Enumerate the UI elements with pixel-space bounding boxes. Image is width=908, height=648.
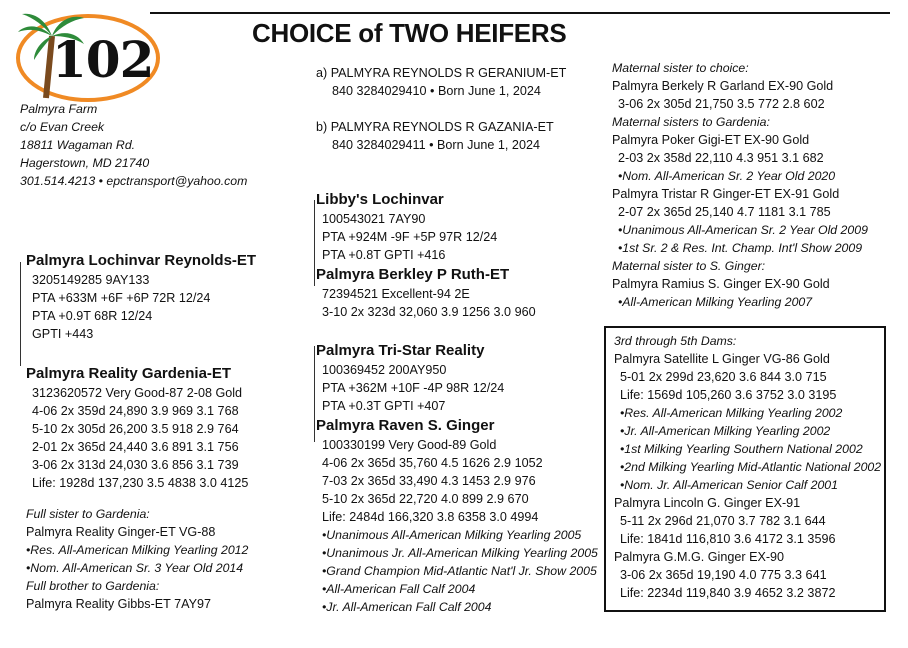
family-label: Maternal sister to S. Ginger: [612, 259, 766, 273]
box-record: 3-06 2x 365d 19,190 4.0 775 3.3 641 [620, 568, 827, 582]
box-dam-name: Palmyra G.M.G. Ginger EX-90 [614, 550, 785, 564]
family-member: Palmyra Reality Gibbs-ET 7AY97 [26, 597, 212, 611]
sire-line: PTA +0.9T 68R 12/24 [32, 309, 153, 323]
dam-dam-line: 100330199 Very Good-89 Gold [322, 438, 497, 452]
family-award: •Nom. All-American Sr. 3 Year Old 2014 [26, 561, 244, 575]
family-label: Full brother to Gardenia: [26, 579, 160, 593]
family-award: •Unanimous All-American Sr. 2 Year Old 2009 [618, 223, 868, 237]
box-award: •Res. All-American Milking Yearling 2002 [620, 406, 843, 420]
deep-dams-box [604, 326, 886, 612]
dam-dam-record: 5-10 2x 365d 22,720 4.0 899 2.9 670 [322, 492, 529, 506]
dam-record: 5-10 2x 305d 26,200 3.5 918 2.9 764 [32, 422, 239, 436]
sire-dam-name: Palmyra Berkley P Ruth-ET [316, 266, 510, 283]
dam-dam-block [316, 416, 598, 616]
dam-sire-block [316, 341, 504, 415]
dam-sire-line: PTA +362M +10F -4P 98R 12/24 [322, 381, 505, 395]
box-lifetime: Life: 1841d 116,810 3.6 4172 3.1 3596 [620, 532, 836, 546]
box-record: 5-11 2x 296d 21,070 3.7 782 3.1 644 [620, 514, 826, 528]
consignor-contact: 301.514.4213 • epctransport@yahoo.com [20, 174, 248, 188]
family-member: Palmyra Poker Gigi-ET EX-90 Gold [612, 133, 810, 147]
sire-sire-bracket-line [314, 200, 315, 286]
choice-list [316, 64, 566, 154]
consignor-line: c/o Evan Creek [20, 120, 105, 134]
consignor-line: Hagerstown, MD 21740 [20, 156, 150, 170]
box-dam-name: Palmyra Satellite L Ginger VG-86 Gold [614, 352, 830, 366]
box-award: •Jr. All-American Milking Yearling 2002 [620, 424, 831, 438]
sire-line: GPTI +443 [32, 327, 94, 341]
sire-sire-line: 100543021 7AY90 [322, 212, 426, 226]
lot-logo [12, 6, 162, 104]
dam-record: 2-01 2x 365d 24,440 3.6 891 3.1 756 [32, 440, 239, 454]
family-member: Palmyra Tristar R Ginger-ET EX-91 Gold [612, 187, 840, 201]
family-label: Full sister to Gardenia: [26, 507, 150, 521]
dam-sire-bracket-line [314, 346, 315, 442]
dam-dam-name: Palmyra Raven S. Ginger [316, 417, 495, 434]
dam-block [26, 364, 248, 492]
dam-record: 4-06 2x 359d 24,890 3.9 969 3.1 768 [32, 404, 239, 418]
dam-dam-lifetime: Life: 2484d 166,320 3.8 6358 3.0 4994 [322, 510, 539, 524]
sire-sire-line: PTA +924M -9F +5P 97R 12/24 [322, 230, 498, 244]
dam-name: Palmyra Reality Gardenia-ET [26, 365, 232, 382]
sire-bracket-line [20, 262, 21, 366]
page-title: CHOICE of TWO HEIFERS [252, 18, 567, 48]
family-label: Maternal sister to choice: [612, 61, 749, 75]
dam-sire-line: PTA +0.3T GPTI +407 [322, 399, 446, 413]
sire-dam-record: 3-10 2x 323d 32,060 3.9 1256 3.0 960 [322, 305, 536, 319]
sire-line: PTA +633M +6F +6P 72R 12/24 [32, 291, 211, 305]
dam-dam-award: •Unanimous Jr. All-American Milking Yearling 2005 [322, 546, 598, 560]
header-rule [150, 12, 890, 14]
lot-number: 102 [52, 30, 154, 89]
choice-a-name: a) PALMYRA REYNOLDS R GERANIUM-ET [316, 66, 567, 80]
dam-dam-record: 4-06 2x 365d 35,760 4.5 1626 2.9 1052 [322, 456, 543, 470]
family-award: •Nom. All-American Sr. 2 Year Old 2020 [618, 169, 836, 183]
dam-dam-award: •Unanimous All-American Milking Yearling 2005 [322, 528, 582, 542]
sire-name: Palmyra Lochinvar Reynolds-ET [26, 252, 257, 269]
dam-lifetime: Life: 1928d 137,230 3.5 4838 3.0 4125 [32, 476, 249, 490]
deep-dams-list [614, 332, 881, 602]
dam-sire-line: 100369452 200AY950 [322, 363, 447, 377]
sire-line: 3205149285 9AY133 [32, 273, 150, 287]
box-lifetime: Life: 2234d 119,840 3.9 4652 3.2 3872 [620, 586, 836, 600]
family-member: Palmyra Berkely R Garland EX-90 Gold [612, 79, 834, 93]
box-award: •1st Milking Yearling Southern National 2002 [620, 442, 863, 456]
choice-b-id: 840 3284029411 • Born June 1, 2024 [332, 138, 540, 152]
box-award: •Nom. Jr. All-American Senior Calf 2001 [620, 478, 838, 492]
dam-dam-award: •Jr. All-American Fall Calf 2004 [322, 600, 492, 614]
sire-sire-name: Libby's Lochinvar [316, 191, 444, 208]
consignor-line: Palmyra Farm [20, 102, 98, 116]
family-record: 2-07 2x 365d 25,140 4.7 1181 3.1 785 [618, 205, 831, 219]
family-award: •All-American Milking Yearling 2007 [618, 295, 813, 309]
choice-b-name: b) PALMYRA REYNOLDS R GAZANIA-ET [316, 120, 554, 134]
box-label: 3rd through 5th Dams: [614, 334, 737, 348]
box-record: 5-01 2x 299d 23,620 3.6 844 3.0 715 [620, 370, 827, 384]
consignor-address [20, 100, 247, 190]
dam-line: 3123620572 Very Good-87 2-08 Gold [32, 386, 243, 400]
family-member: Palmyra Reality Ginger-ET VG-88 [26, 525, 216, 539]
sire-dam-block [316, 265, 536, 321]
family-label: Maternal sisters to Gardenia: [612, 115, 770, 129]
sire-dam-line: 72394521 Excellent-94 2E [322, 287, 470, 301]
dam-record: 3-06 2x 313d 24,030 3.6 856 3.1 739 [32, 458, 239, 472]
dam-sire-name: Palmyra Tri-Star Reality [316, 342, 485, 359]
family-award: •Res. All-American Milking Yearling 2012 [26, 543, 249, 557]
family-record: 3-06 2x 305d 21,750 3.5 772 2.8 602 [618, 97, 825, 111]
box-award: •2nd Milking Yearling Mid-Atlantic National 2002 [620, 460, 882, 474]
sire-block [26, 251, 256, 343]
dam-family-block [26, 505, 248, 613]
dam-dam-record: 7-03 2x 365d 33,490 4.3 1453 2.9 976 [322, 474, 536, 488]
consignor-line: 18811 Wagaman Rd. [20, 138, 136, 152]
sire-sire-block [316, 190, 497, 264]
family-member: Palmyra Ramius S. Ginger EX-90 Gold [612, 277, 830, 291]
box-dam-name: Palmyra Lincoln G. Ginger EX-91 [614, 496, 801, 510]
dam-dam-award: •Grand Champion Mid-Atlantic Nat'l Jr. Show 2005 [322, 564, 597, 578]
sire-sire-line: PTA +0.8T GPTI +416 [322, 248, 446, 262]
family-award: •1st Sr. 2 & Res. Int. Champ. Int'l Show 2009 [618, 241, 863, 255]
choice-a-id: 840 3284029410 • Born June 1, 2024 [332, 84, 541, 98]
dam-dam-award: •All-American Fall Calf 2004 [322, 582, 476, 596]
box-lifetime: Life: 1569d 105,260 3.6 3752 3.0 3195 [620, 388, 837, 402]
right-column-family [612, 59, 868, 311]
family-record: 2-03 2x 358d 22,110 4.3 951 3.1 682 [618, 151, 824, 165]
